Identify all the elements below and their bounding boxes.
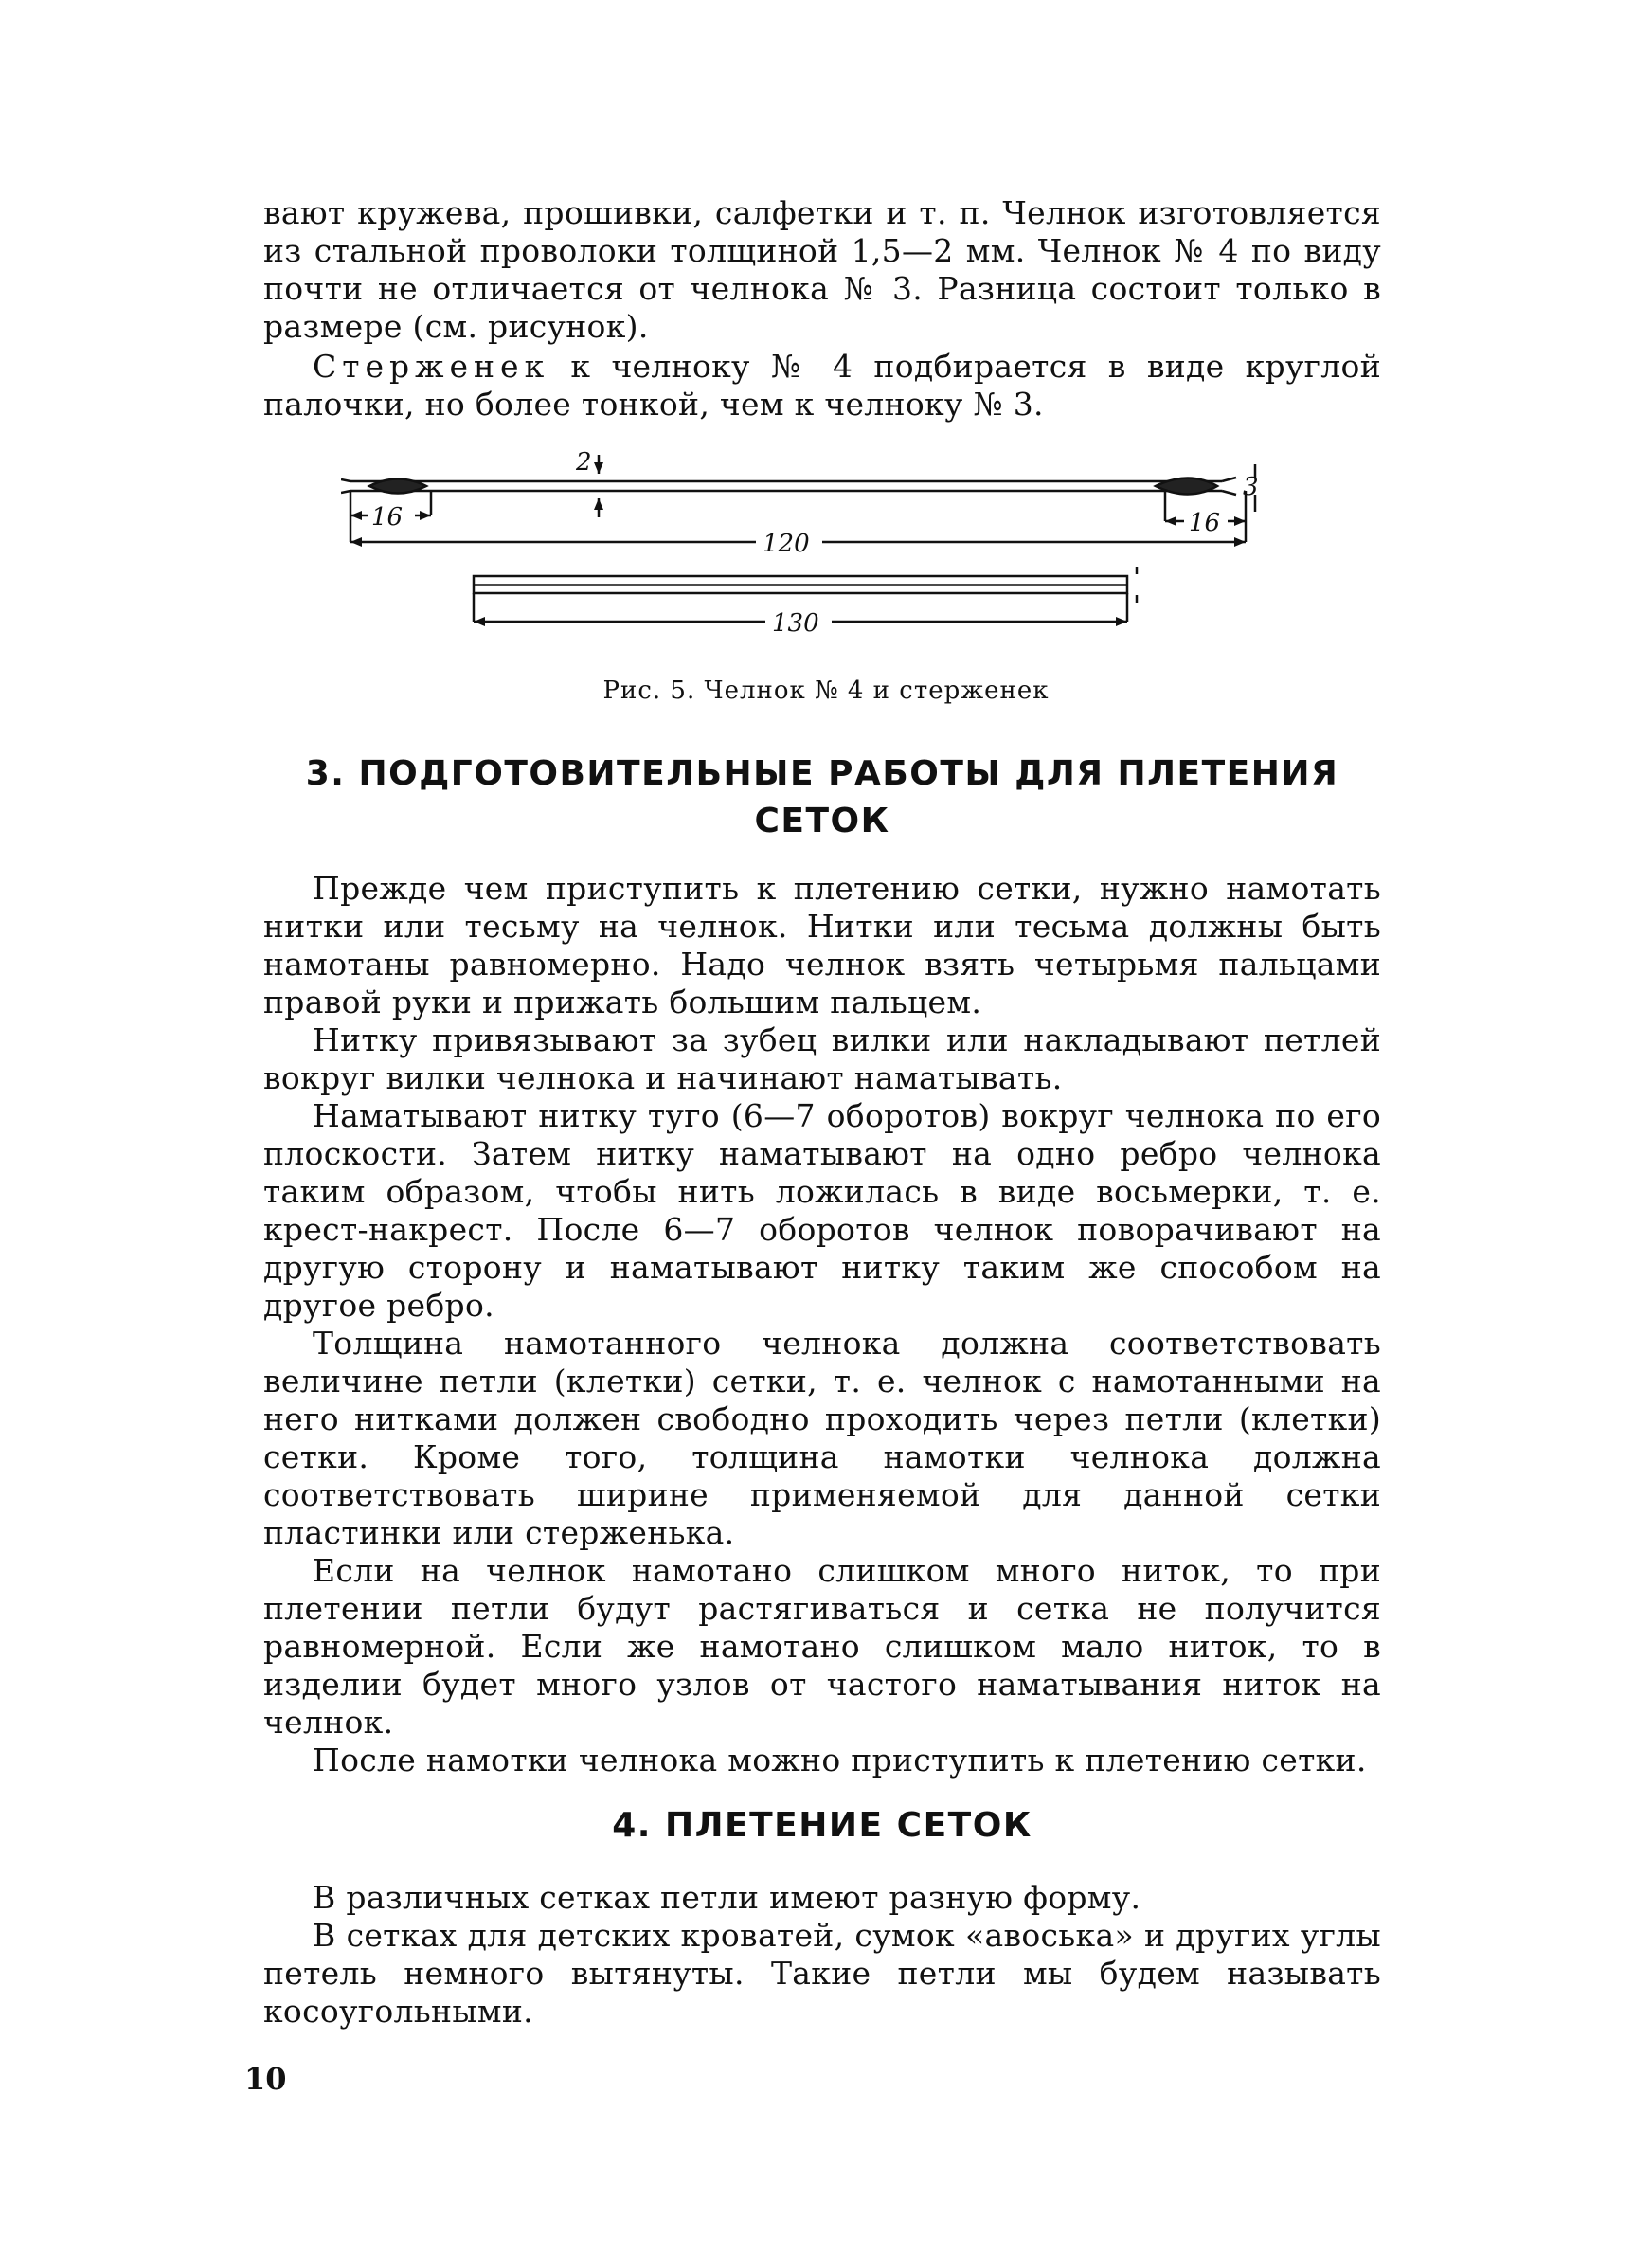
dim-right-label: 16 (1189, 509, 1221, 537)
figure-caption: Рис. 5. Челнок № 4 и стерженек (602, 677, 1050, 705)
section3-title-line2: СЕТОК (754, 802, 890, 840)
intro-paragraph: вают кружева, прошивки, салфетки и т. п. Челнок изготовляется из стальной проволоки толщиной 1,5—2 мм. Челнок № 4 по виду почти не отличается от челнока № 3. Разница состоит только в размере (см. рисунок). (263, 194, 1381, 345)
section3-paragraph: Толщина намотанного челнока должна соответствовать величине петли (клетки) сетки, т. е. челнок с намотанными на него нитками должен свободно проходить через петли (клетки) сетки. Кроме того, толщина намотки челнока должна соответствовать ширине применяемой для данной сетки пластинки или стерженька. (263, 1325, 1381, 1551)
section3-paragraph: Прежде чем приступить к плетению сетки, нужно намотать нитки или тесьму на челнок. Нитки или тесьма должны быть намотаны равномерно. Надо челнок взять четырьмя пальцами правой руки и прижать большим пальцем. (263, 870, 1381, 1020)
section4-paragraph: В различных сетках петли имеют разную форму. (313, 1879, 1141, 1916)
shuttle-rod-figure (341, 436, 1269, 673)
section4-paragraph: В сетках для детских кроватей, сумок «авоська» и других углы петель немного вытянуты. Такие петли мы будем называть косоугольными. (263, 1917, 1381, 2030)
dim-end-label: 3 (1243, 473, 1259, 501)
section3-paragraph: Наматывают нитку туго (6—7 оборотов) вокруг челнока по его плоскости. Затем нитку наматывают на одно ребро челнока таким образом, чтобы нить ложилась в виде восьмерки, т. е. крест-накрест. После 6—7 оборотов челнок поворачивают на другую сторону и наматывают нитку таким же способом на другое ребро. (263, 1097, 1381, 1324)
dim-thickness-label: 2 (576, 448, 592, 477)
section4-body (263, 1879, 1381, 2031)
section3-title-line1: 3. ПОДГОТОВИТЕЛЬНЫЕ РАБОТЫ ДЛЯ ПЛЕТЕНИЯ (305, 754, 1339, 793)
section3-body (263, 870, 1381, 1779)
shuttle-right-fork (1222, 478, 1236, 495)
section3-paragraph: Если на челнок намотано слишком много ниток, то при плетении петли будут растягиваться и сетка не получится равномерной. Если же намотано слишком мало ниток, то в изделии будет много узлов от частого наматывания ниток на челнок. (263, 1552, 1381, 1741)
dim-total-rod-label: 130 (772, 609, 819, 638)
section3-paragraph: После намотки челнока можно приступить к плетению сетки. (313, 1742, 1367, 1779)
page-number: 10 (244, 2061, 287, 2097)
dim-total-shuttle-label: 120 (763, 530, 810, 558)
section4-title: 4. ПЛЕТЕНИЕ СЕТОК (612, 1806, 1032, 1845)
rod-paragraph-rest: к челноку № 4 подбирается в виде круглой палочки, но более тонкой, чем к челноку № 3. (263, 348, 1381, 423)
rod-spaced-word: Стерженек (313, 348, 550, 385)
dim-left-label: 16 (371, 503, 404, 532)
top-text-block (263, 194, 1381, 424)
shuttle-left-fork (341, 479, 350, 493)
section3-paragraph: Нитку привязывают за зубец вилки или накладывают петлей вокруг вилки челнока и начинают наматывать. (263, 1021, 1381, 1096)
rod-paragraph (263, 348, 1381, 424)
